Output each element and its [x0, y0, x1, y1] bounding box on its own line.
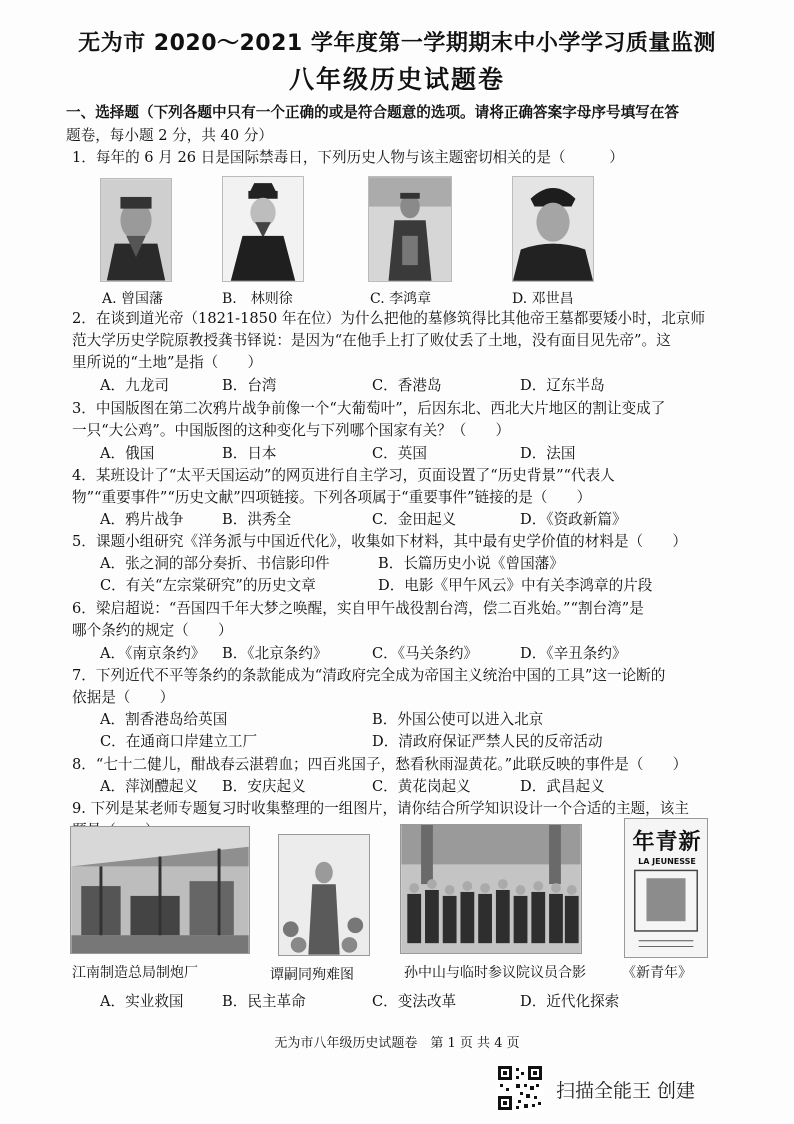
portrait-image — [222, 176, 304, 282]
q5-option-c: C．有关“左宗棠研究”的历史文章 — [100, 577, 316, 594]
q1-caption-b: B. 林则徐 — [222, 291, 293, 307]
portrait-zeng-icon — [101, 179, 171, 281]
q9-line1: 9. 下列是某老师专题复习时收集整理的一组图片，请你结合所学知识设计一个合适的主题，该主 — [72, 800, 689, 817]
q9-caption-a: 江南制造总局制炮厂 — [72, 965, 198, 981]
q2-line2: 范大学历史学院原教授龚书铎说：是因为“在他手上打了败仗丢了土地，没有面目见先帝”。这 — [72, 332, 671, 349]
q5-option-a: A．张之洞的部分奏折、书信影印件 — [100, 555, 330, 572]
q4-option-d: D．《资政新篇》 — [520, 511, 627, 528]
section-heading-line2: 题卷，每小题 2 分，共 40 分） — [66, 127, 273, 144]
q3-option-d: D．法国 — [520, 445, 576, 462]
q3-line2: 一只“大公鸡”。中国版图的这种变化与下列哪个国家有关？（ ） — [72, 422, 511, 439]
photo-jiangnan-arsenal — [70, 826, 250, 954]
q8-option-d: D．武昌起义 — [520, 778, 605, 795]
q8-option-a: A．萍浏醴起义 — [100, 778, 199, 795]
q6-option-c: C．《马关条约》 — [372, 645, 479, 662]
section-heading-line1: 一、选择题（下列各题中只有一个正确的或是符合题意的选项。请将正确答案字母序号填写在答 — [66, 104, 679, 121]
q7-option-a: A．割香港岛给英国 — [100, 711, 228, 728]
photo-tan-sitong — [278, 834, 370, 956]
q1-caption-d: D. 邓世昌 — [512, 291, 574, 307]
group-photo-icon — [401, 825, 581, 953]
q3-option-c: C．英国 — [372, 445, 427, 462]
q5-option-b: B．长篇历史小说《曾国藩》 — [378, 555, 564, 572]
q8-line1: 8．“七十二健儿，酣战春云湛碧血；四百兆国子，愁看秋雨湿黄花。”此联反映的事件是（ ） — [72, 756, 688, 773]
q1-caption-a: A. 曾国藩 — [102, 291, 164, 307]
q1-caption-c: C. 李鸿章 — [370, 291, 432, 307]
q7-option-d: D．清政府保证严禁人民的反帝活动 — [372, 733, 603, 750]
q6-option-d: D．《辛丑条约》 — [520, 645, 627, 662]
q7-line1: 7．下列近代不平等条约的条款能成为“清政府完全成为帝国主义统治中国的工具”这一论断的 — [72, 667, 666, 684]
factory-photo-icon — [71, 827, 249, 953]
q2-line1: 2．在谈到道光帝（1821-1850 年在位）为什么把他的墓修筑得比其他帝王墓都要矮小时，北京师 — [72, 310, 706, 327]
q4-option-a: A．鸦片战争 — [100, 511, 184, 528]
q3-option-b: B．日本 — [222, 445, 277, 462]
q6-line1: 6．梁启超说：“吾国四千年大梦之唤醒，实自甲午战役割台湾，偿二百兆始。”“割台湾”是 — [72, 600, 644, 617]
qr-code-icon — [496, 1064, 544, 1112]
portrait-li-icon — [369, 177, 451, 281]
q5-option-d: D．电影《甲午风云》中有关李鸿章的片段 — [378, 577, 653, 594]
exam-subtitle: 八年级历史试题卷 — [288, 65, 505, 94]
q2-line3: 里所说的“土地”是指（ ） — [72, 354, 263, 371]
magazine-cover-icon — [625, 819, 707, 957]
q2-option-b: B．台湾 — [222, 377, 277, 394]
exam-title: 无为市 2020～2021 学年度第一学期期末中小学学习质量监测 — [78, 31, 716, 56]
portrait-lin-icon — [223, 177, 303, 281]
q3-line1: 3．中国版图在第二次鸦片战争前像一个“大葡萄叶”，后因东北、西北大片地区的割让变成了 — [72, 400, 666, 417]
page-footer: 无为市八年级历史试题卷 第 1 页 共 4 页 — [274, 1036, 520, 1051]
magazine-title: 年青新 — [632, 830, 702, 855]
q6-option-a: A．《南京条约》 — [100, 645, 206, 662]
q8-option-b: B．安庆起义 — [222, 778, 306, 795]
q9-option-a: A．实业救国 — [100, 993, 184, 1010]
q4-option-c: C．金田起义 — [372, 511, 457, 528]
scanner-watermark: 扫描全能王 创建 — [556, 1080, 696, 1102]
q6-option-b: B．《北京条约》 — [222, 645, 328, 662]
q4-line1: 4．某班设计了“太平天国运动”的网页进行自主学习，页面设置了“历史背景”“代表人 — [72, 467, 615, 484]
portrait-image — [512, 176, 594, 282]
martyr-painting-icon — [279, 835, 369, 955]
portrait-image — [100, 178, 172, 282]
q4-option-b: B．洪秀全 — [222, 511, 292, 528]
q9-caption-b: 谭嗣同殉难图 — [270, 967, 354, 983]
q9-option-c: C．变法改革 — [372, 993, 457, 1010]
q2-option-d: D．辽东半岛 — [520, 377, 605, 394]
q9-option-d: D．近代化探索 — [520, 993, 620, 1010]
photo-sun-yatsen-group — [400, 824, 582, 954]
portrait-deng-icon — [513, 177, 593, 281]
portrait-image — [368, 176, 452, 282]
q7-option-c: C．在通商口岸建立工厂 — [100, 733, 258, 750]
q3-option-a: A．俄国 — [100, 445, 155, 462]
q6-line2: 哪个条约的规定（ ） — [72, 622, 233, 639]
q9-caption-d: 《新青年》 — [622, 965, 692, 981]
q8-option-c: C．黄花岗起义 — [372, 778, 471, 795]
photo-new-youth-cover — [624, 818, 708, 958]
q1-stem: 1．每年的 6 月 26 日是国际禁毒日，下列历史人物与该主题密切相关的是（ ） — [72, 149, 624, 166]
q2-option-c: C．香港岛 — [372, 377, 442, 394]
q7-line2: 依据是（ ） — [72, 689, 175, 706]
q2-option-a: A．九龙司 — [100, 377, 169, 394]
q5-line1: 5．课题小组研究《洋务派与中国近代化》，收集如下材料，其中最有史学价值的材料是（ ） — [72, 533, 687, 550]
magazine-subtitle: LA JEUNESSE — [638, 857, 696, 866]
q9-option-b: B．民主革命 — [222, 993, 306, 1010]
q9-caption-c: 孙中山与临时参议院议员合影 — [404, 965, 586, 981]
q7-option-b: B．外国公使可以进入北京 — [372, 711, 544, 728]
q4-line2: 物”“重要事件”“历史文献”四项链接。下列各项属于“重要事件”链接的是（ ） — [72, 489, 592, 506]
